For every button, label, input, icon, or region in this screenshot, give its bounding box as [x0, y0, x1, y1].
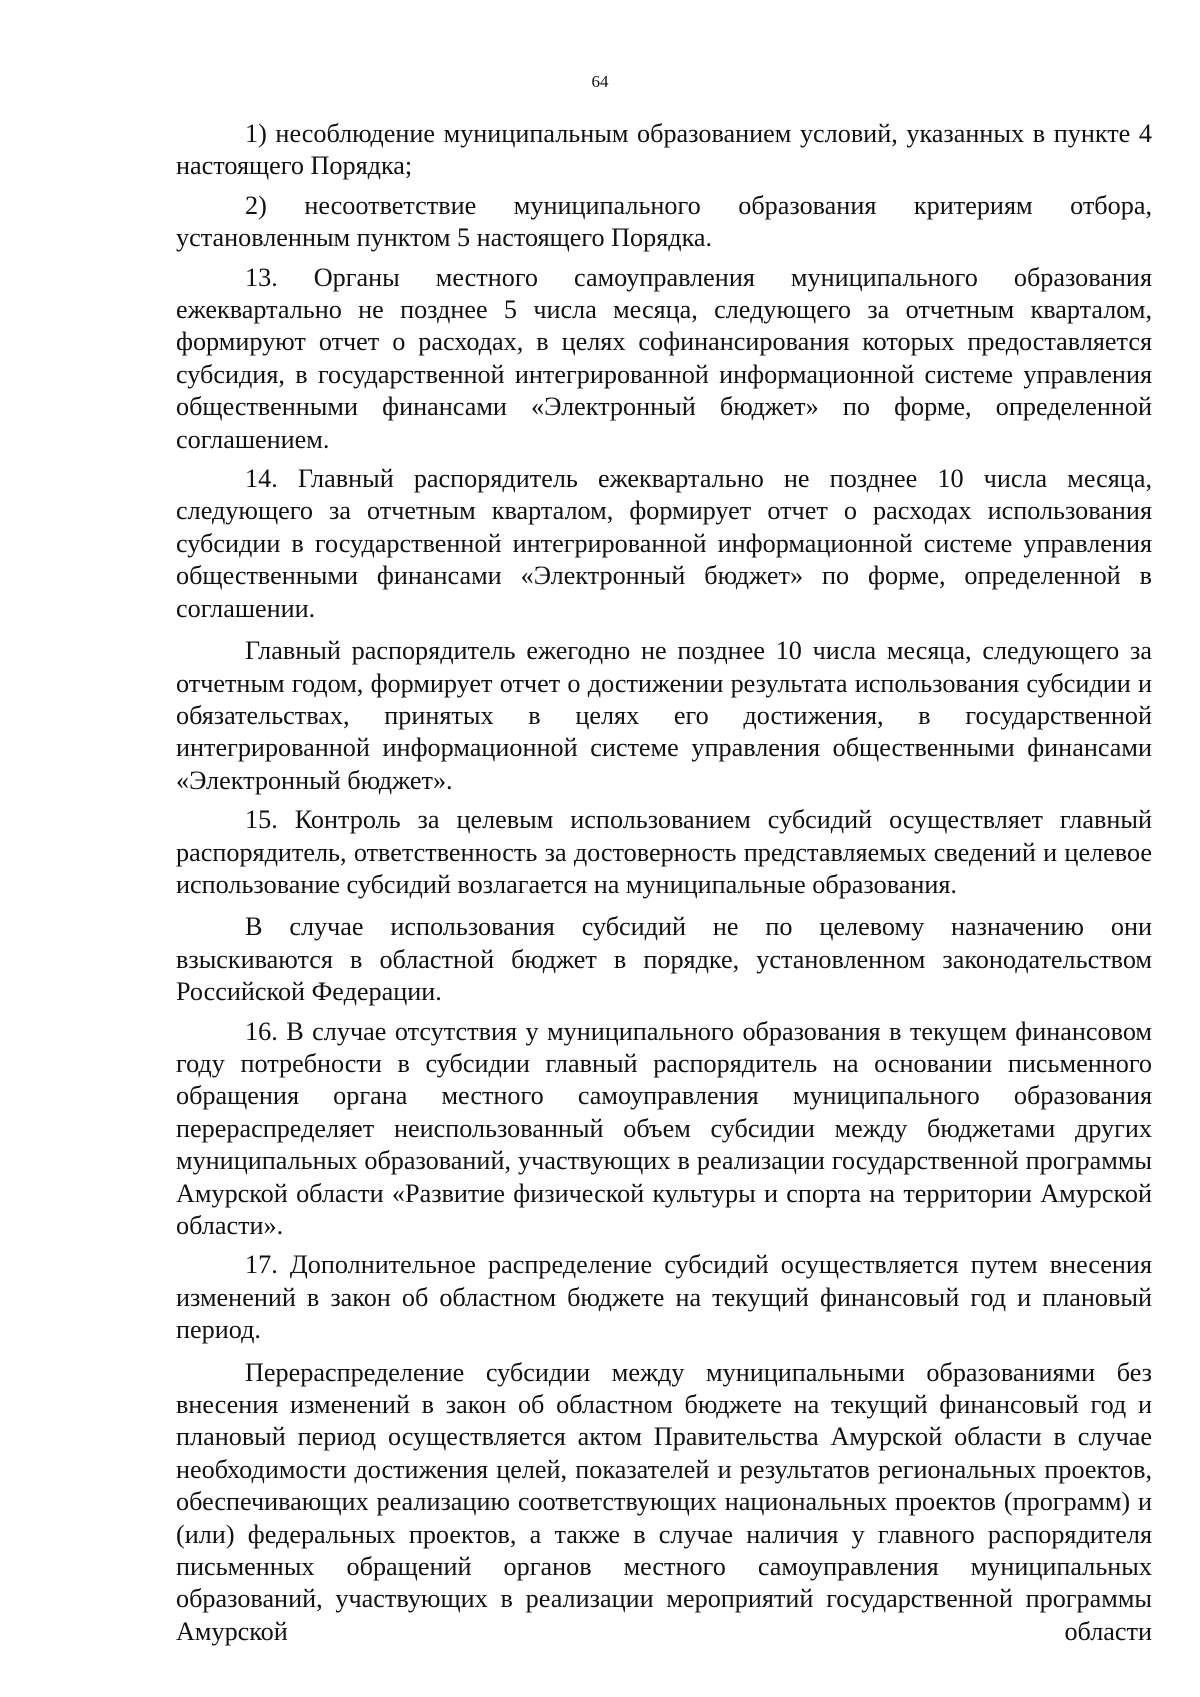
paragraph-redistribution: Перераспределение субсидии между муниципальными образованиями без внесения изменений в закон об областном бюджете на текущий финансовый год и плановый период осуществляется актом Правительства Амурской области в случае необходимости достижения целей, показателей и результатов региональных проектов, обеспечивающих реализацию соответствующих национальных проектов (программ) и (или) федеральных проектов, а также в случае наличия у главного распорядителя письменных обращений органов местного самоуправления муниципальных образований, участвующих в реализации мероприятий государственной программы Амурской области — [176, 1357, 1152, 1646]
paragraph-annual-report: Главный распорядитель ежегодно не позднее 10 числа месяца, следующего за отчетным годом, формирует отчет о достижении результата использования субсидии и обязательствах, принятых в целях его достижения, в государственной интегрированной информационной системе управления общественными финансами «Электронный бюджет». — [176, 636, 1152, 795]
page-number: 64 — [591, 72, 609, 91]
paragraph-section-16: 16. В случае отсутствия у муниципального образования в текущем финансовом году потребности в субсидии главный распорядитель на основании письменного обращения органа местного самоуправления муниципального образования перераспределяет неиспользованный объем субсидии между бюджетами других муниципальных образований, участвующих в реализации государственной программы Амурской области «Развитие физической культуры и спорта на территории Амурской области». — [176, 1016, 1152, 1240]
paragraph-item-1: 1) несоблюдение муниципальным образованием условий, указанных в пункте 4 настоящего Порядка; — [176, 119, 1152, 181]
paragraph-section-14: 14. Главный распорядитель ежеквартально не позднее 10 числа месяца, следующего за отчетным кварталом, формирует отчет о расходах использования субсидии в государственной интегрированной информационной системе управления общественными финансами «Электронный бюджет» по форме, определенной в соглашении. — [176, 464, 1152, 623]
paragraph-misuse-recovery: В случае использования субсидий не по целевому назначению они взыскиваются в областной бюджет в порядке, установленном законодательством Российской Федерации. — [176, 912, 1152, 1007]
paragraph-section-15: 15. Контроль за целевым использованием субсидий осуществляет главный распорядитель, ответственность за достоверность представляемых сведений и целевое использование субсидий возлагается на муниципальные образования. — [176, 805, 1152, 899]
document-body — [176, 118, 1152, 1648]
paragraph-section-17: 17. Дополнительное распределение субсидий осуществляется путем внесения изменений в закон об областном бюджете на текущий финансовый год и плановый период. — [176, 1250, 1152, 1345]
paragraph-section-13: 13. Органы местного самоуправления муниципального образования ежеквартально не позднее 5 числа месяца, следующего за отчетным кварталом, формируют отчет о расходах, в целях софинансирования которых предоставляется субсидия, в государственной интегрированной информационной системе управления общественными финансами «Электронный бюджет» по форме, определенной соглашением. — [176, 262, 1152, 454]
paragraph-item-2: 2) несоответствие муниципального образования критериям отбора, установленным пунктом 5 настоящего Порядка. — [176, 190, 1152, 253]
